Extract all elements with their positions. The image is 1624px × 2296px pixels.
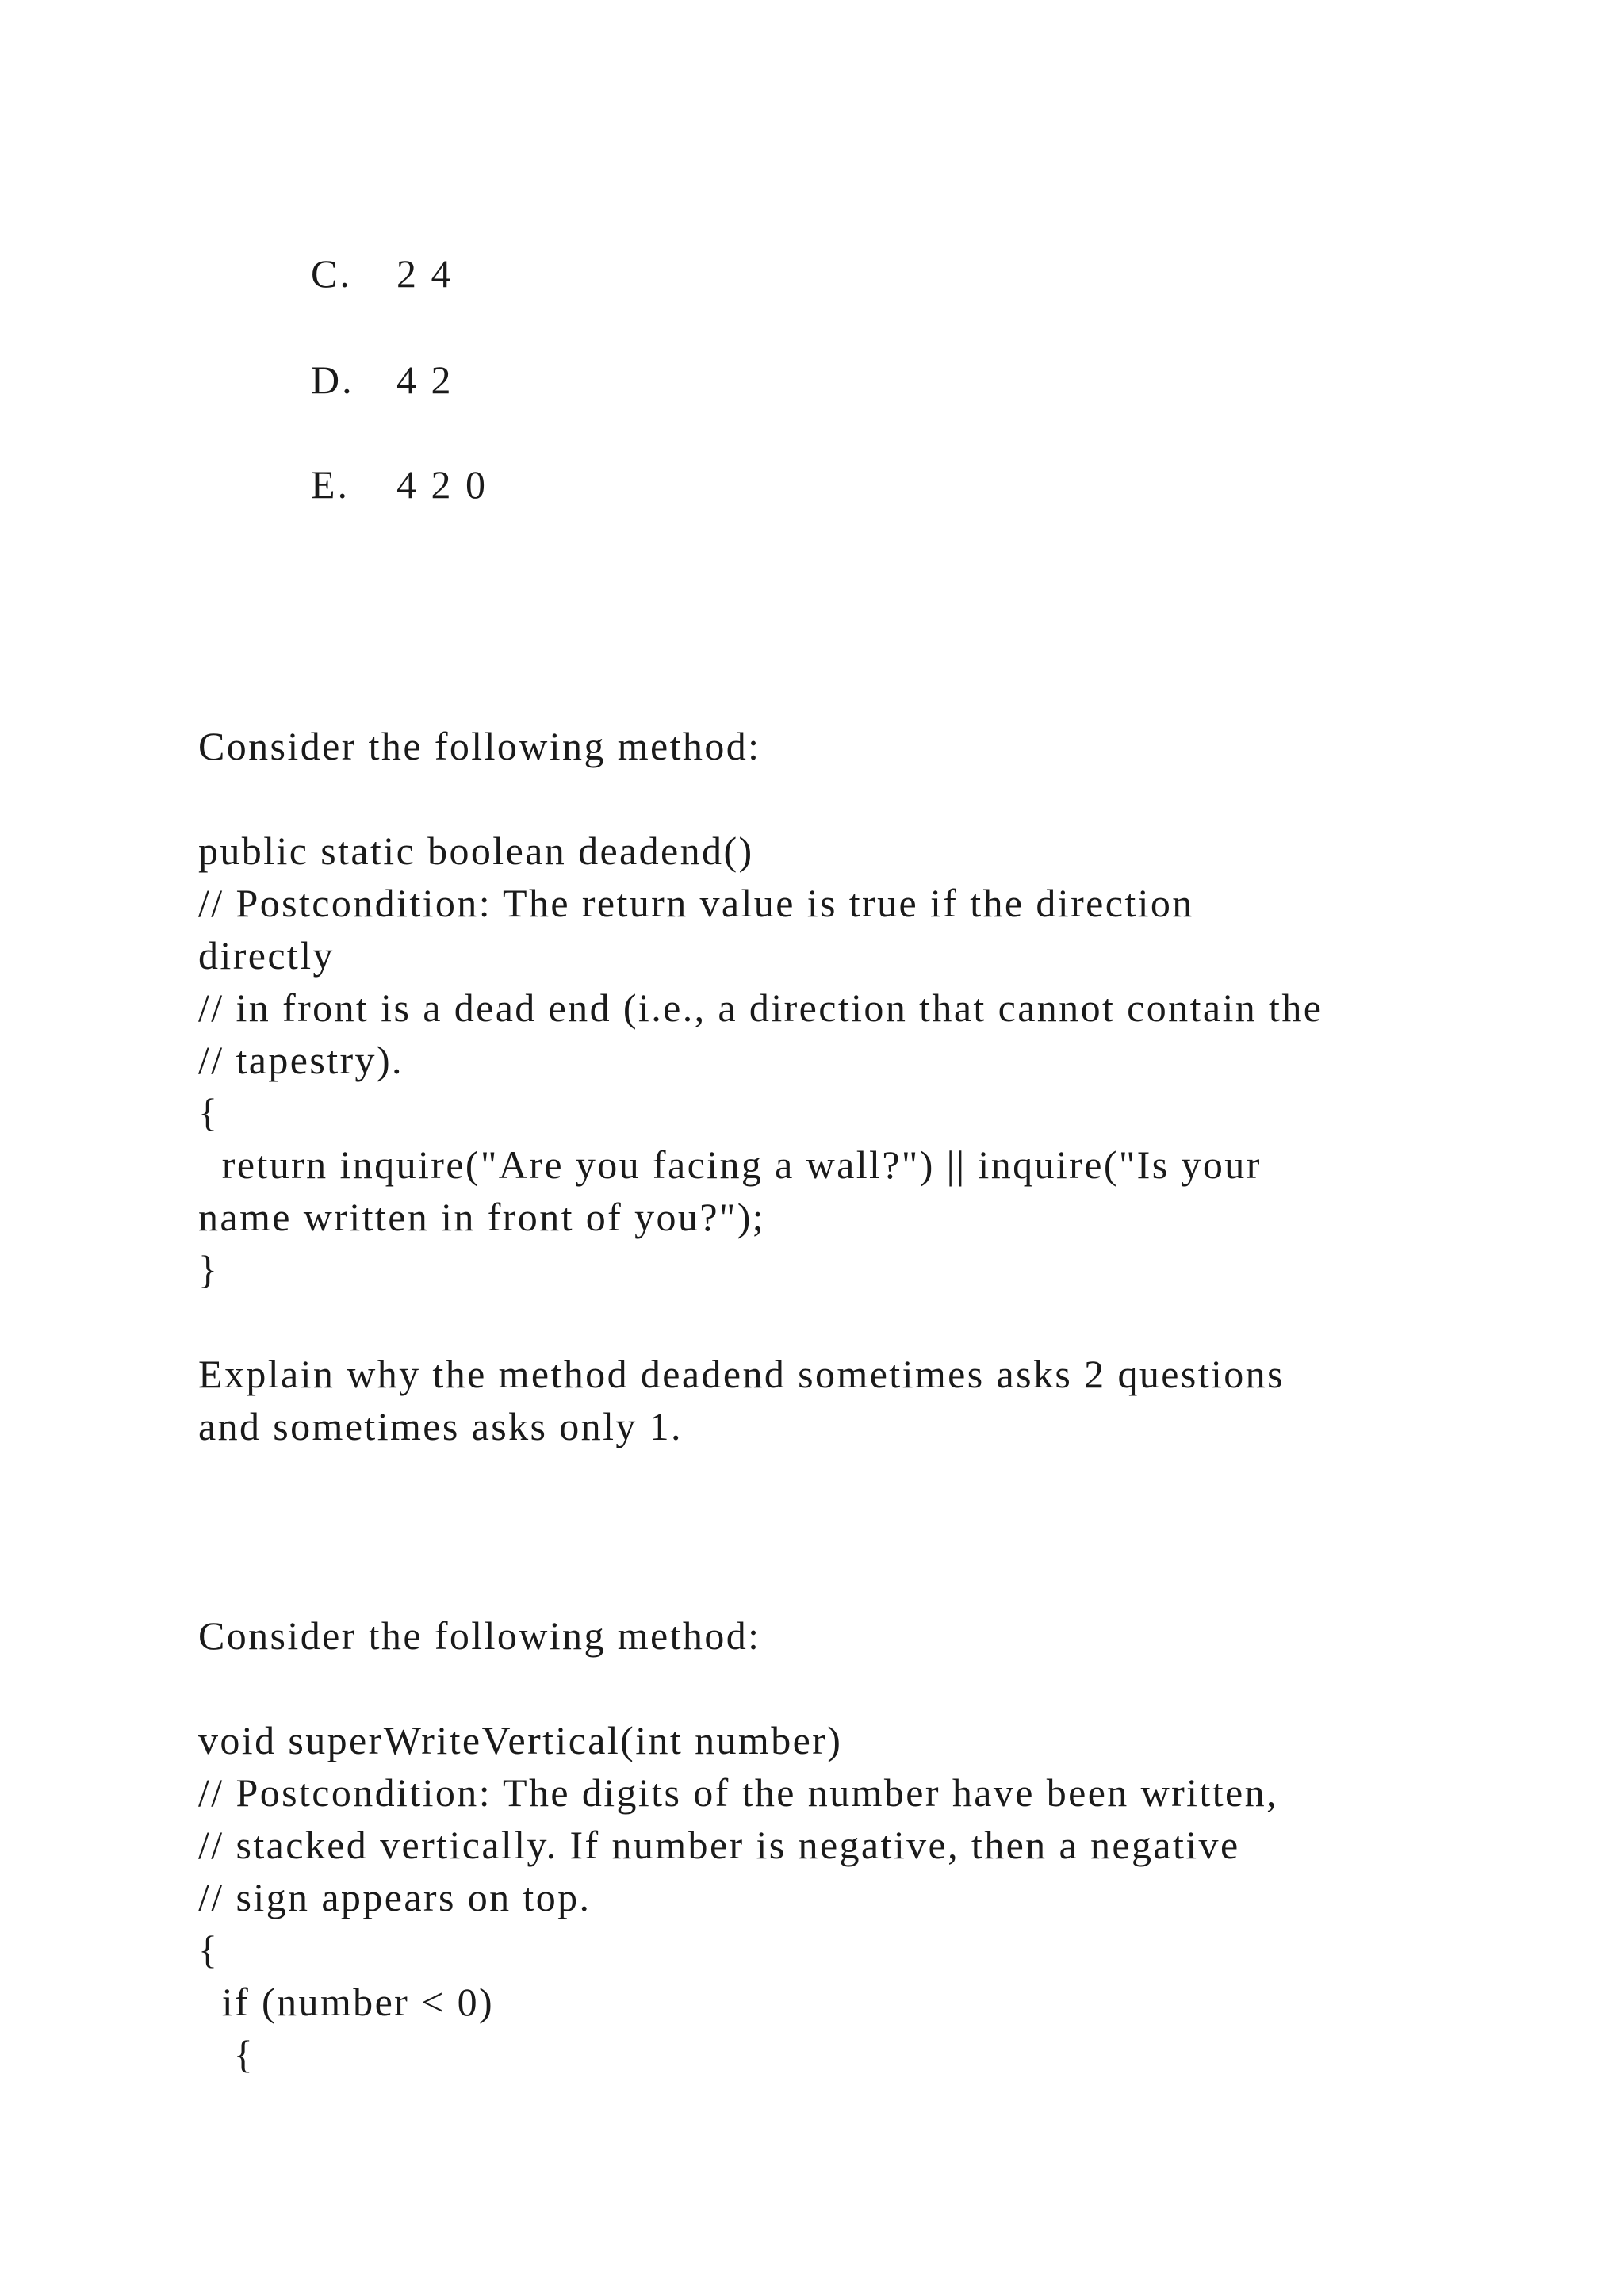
option-value: 2 4 (396, 251, 454, 296)
q1-code-line: public static boolean deadend() (198, 828, 754, 873)
q2-code-line: { (198, 1927, 220, 1972)
q1-code-line: name written in front of you?"); (198, 1195, 766, 1239)
q1-code-line: { (198, 1090, 220, 1135)
option-d (311, 354, 454, 406)
q2-code-line: { (198, 2032, 255, 2076)
option-letter: E. (311, 462, 350, 507)
q2-code-line: // sign appears on top. (198, 1875, 592, 1919)
q1-code-line: // Postcondition: The return value is true if the direction (198, 881, 1194, 925)
option-letter: D. (311, 358, 354, 402)
q2-code-line: // Postcondition: The digits of the number have been written, (198, 1770, 1278, 1815)
q2-code-line: void superWriteVertical(int number) (198, 1718, 843, 1762)
q1-question-line: Explain why the method deadend sometimes asks 2 questions (198, 1352, 1285, 1396)
q1-code-line: directly (198, 933, 335, 978)
q1-question-line: and sometimes asks only 1. (198, 1404, 683, 1448)
option-c (311, 247, 454, 300)
q2-code-line: if (number < 0) (198, 1980, 495, 2024)
q1-code-line: return inquire("Are you facing a wall?") || inquire("Is your (198, 1142, 1262, 1187)
option-value: 4 2 (396, 358, 454, 402)
q2-code-line: // stacked vertically. If number is negative, then a negative (198, 1823, 1240, 1867)
q1-code-line: // in front is a dead end (i.e., a direction that cannot contain the (198, 985, 1323, 1030)
q1-code-line: // tapestry). (198, 1038, 404, 1082)
option-e (311, 458, 488, 511)
q2-prompt: Consider the following method: (198, 1613, 761, 1658)
option-letter: C. (311, 251, 352, 296)
q1-prompt: Consider the following method: (198, 724, 761, 768)
option-value: 4 2 0 (396, 462, 488, 507)
q1-code-line: } (198, 1247, 220, 1292)
